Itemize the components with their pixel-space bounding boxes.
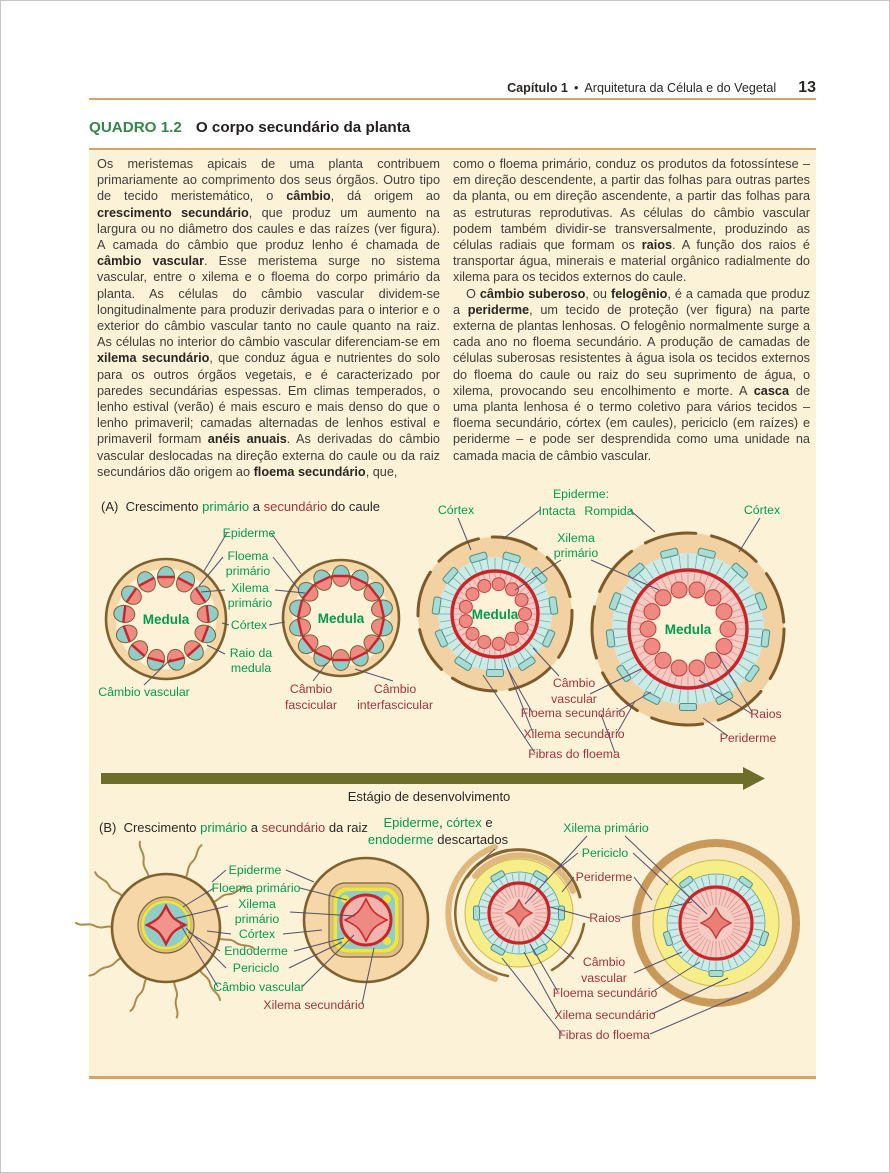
bullet-separator: • (573, 81, 579, 95)
note-discarded-layers: endoderme descartados (367, 832, 509, 847)
chapter-label: Capítulo 1 (507, 81, 568, 95)
label-medula: Medula (317, 611, 365, 626)
label-xilema-primario: Xilema primário (563, 821, 649, 835)
label-xilema-primario: primário (234, 912, 280, 926)
chapter-title: Arquitetura da Célula e do Vegetal (584, 81, 777, 95)
label-periderme: Periderme (719, 731, 777, 745)
label-fibras-do-floema: Fibras do floema (528, 747, 620, 761)
development-arrow-label: Estágio de desenvolvimento (347, 789, 511, 804)
label-cambio-fascicular: Câmbio (289, 682, 333, 696)
paragraph: Os meristemas apicais de uma planta contribuem primariamente ao comprimento dos seus órgãos. Outro tipo de tecido meristemático, o câmbio, dá origem ao crescimento secundário, que produz um aumento na largura ou no diâmetro dos caules e das raízes (ver figura). A camada do câmbio que produz lenho é chamada de câmbio vascular. Esse meristema surge no sistema vascular, entre o xilema e o floema do corpo primário da planta. As células do câmbio vascular dividem-se longitudinalmente para produzir derivadas para o interior e o exterior do câmbio vascular tanto no caule quanto na raiz. As células no interior do câmbio vascular diferenciam-se em xilema secundário, que conduz água e nutrientes do solo para os outros órgãos vegetais, e é caracterizado por paredes secundárias espessas. Em climas temperados, o lenho estival (verão) é mais escuro e mais denso do que o lenho primaveril; camadas alternadas de lenhos estival e primaveril formam anéis anuais. As derivadas do câmbio vascular deslocadas na direção externa do caule ou da raiz secundários dão origem ao floema secundário, que, (97, 157, 441, 479)
label-cortex: Córtex (238, 927, 276, 941)
section-a-title: (A) Crescimento primário a secundário do caule (101, 499, 380, 514)
label-medula: Medula (471, 607, 519, 622)
label-cambio-fascicular: fascicular (285, 698, 337, 712)
body-left-column (97, 156, 440, 480)
label-xilema-primario: Xilema (238, 897, 276, 911)
note-discarded-layers: Epiderme, córtex e (383, 815, 493, 830)
paragraph: O câmbio suberoso, ou felogênio, é a camada que produz a periderme, um tecido de proteção (ver figura) na parte externa de plantas lenhosas. O felogênio normalmente surge a cada ano no floema secundário. A produção de camadas de células suberosas resistentes à água isola os tecidos externos do floema do caule ou raiz do seu suprimento de água, o xilema, provocando seu encolhimento e morte. A casca de uma planta lenhosa é o termo coletivo para vários tecidos – floema secundário, córtex (em caules), periciclo (em raízes) e periderme – e pode ser desprendida como uma unidade na camada macia de câmbio vascular. (453, 286, 811, 463)
label-cambio-interfascicular: interfascicular (357, 698, 433, 712)
label-cortex: Córtex (743, 503, 781, 517)
label-cambio-vascular: Câmbio vascular (213, 980, 305, 994)
label-floema-primario: primário (225, 564, 271, 578)
label-raio-da-medula: medula (230, 661, 272, 675)
label-epiderme-rompida: Rompida (584, 504, 634, 518)
label-floema-secundario: Floema secundário (552, 986, 658, 1000)
label-medula: Medula (142, 612, 190, 627)
label-epiderme: Epiderme (222, 526, 276, 540)
label-floema-secundario: Floema secundário (520, 706, 626, 720)
label-medula: Medula (664, 622, 712, 637)
label-epiderme-header: Epiderme: (552, 487, 610, 501)
root-cross-section-4 (636, 843, 796, 1003)
label-cambio-vascular: vascular (551, 692, 597, 706)
header-rule (89, 98, 816, 100)
label-cambio-interfascicular: Câmbio (373, 682, 417, 696)
development-arrow (101, 767, 765, 790)
label-xilema-primario: Xilema (557, 531, 595, 545)
label-periderme: Periderme (575, 870, 633, 884)
label-xilema-primario: Xilema (231, 581, 269, 595)
label-periciclo: Periciclo (581, 846, 629, 860)
section-b-title: (B) Crescimento primário a secundário da raiz (99, 820, 368, 835)
label-cambio-vascular: vascular (581, 971, 627, 985)
root-cross-section-3 (448, 847, 584, 979)
running-header (89, 79, 816, 97)
quadro-heading (89, 119, 410, 136)
label-cortex: Córtex (230, 618, 268, 632)
label-raios: Raios (589, 911, 621, 925)
quadro-title: O corpo secundário da planta (195, 119, 411, 136)
root-cross-section-2 (304, 858, 428, 982)
page-number: 13 (798, 79, 816, 96)
label-xilema-secundario: Xilema secundário (263, 998, 365, 1012)
label-fibras-do-floema: Fibras do floema (558, 1028, 650, 1042)
label-raio-da-medula: Raio da (229, 646, 273, 660)
label-floema-primario: Floema (227, 549, 269, 563)
label-cortex: Córtex (437, 503, 475, 517)
label-xilema-primario: primário (227, 596, 273, 610)
label-cambio-vascular: Câmbio (582, 955, 626, 969)
label-cambio-vascular: Câmbio vascular (98, 685, 190, 699)
label-xilema-primario: primário (553, 546, 599, 560)
label-xilema-secundario: Xilema secundário (554, 1008, 656, 1022)
label-epiderme: Epiderme (228, 863, 282, 877)
quadro-number: QUADRO 1.2 (89, 119, 182, 136)
label-raios: Raios (750, 707, 782, 721)
figure-svg (1, 466, 890, 1111)
label-cambio-vascular: Câmbio (552, 676, 596, 690)
label-endoderme: Endoderme (224, 944, 288, 958)
label-xilema-secundario: Xilema secundário (523, 727, 625, 741)
body-right-column (453, 156, 810, 464)
label-floema-primario: Floema primário (211, 881, 301, 895)
label-epiderme-intacta: Intacta (538, 504, 576, 518)
label-periciclo: Periciclo (232, 961, 280, 975)
paragraph: como o floema primário, conduz os produtos da fotossíntese – em direção descendente, a partir das folhas para outras partes da planta, ou em direção ascendente, a partir das folhas para as estruturas reprodutivas. As células do câmbio vascular podem também dividir-se transversalmente, produzindo as células radiais que formam os raios. A função dos raios é transportar água, minerais e material orgânico radialmente do xilema para os tecidos externos do caule. (453, 157, 810, 285)
